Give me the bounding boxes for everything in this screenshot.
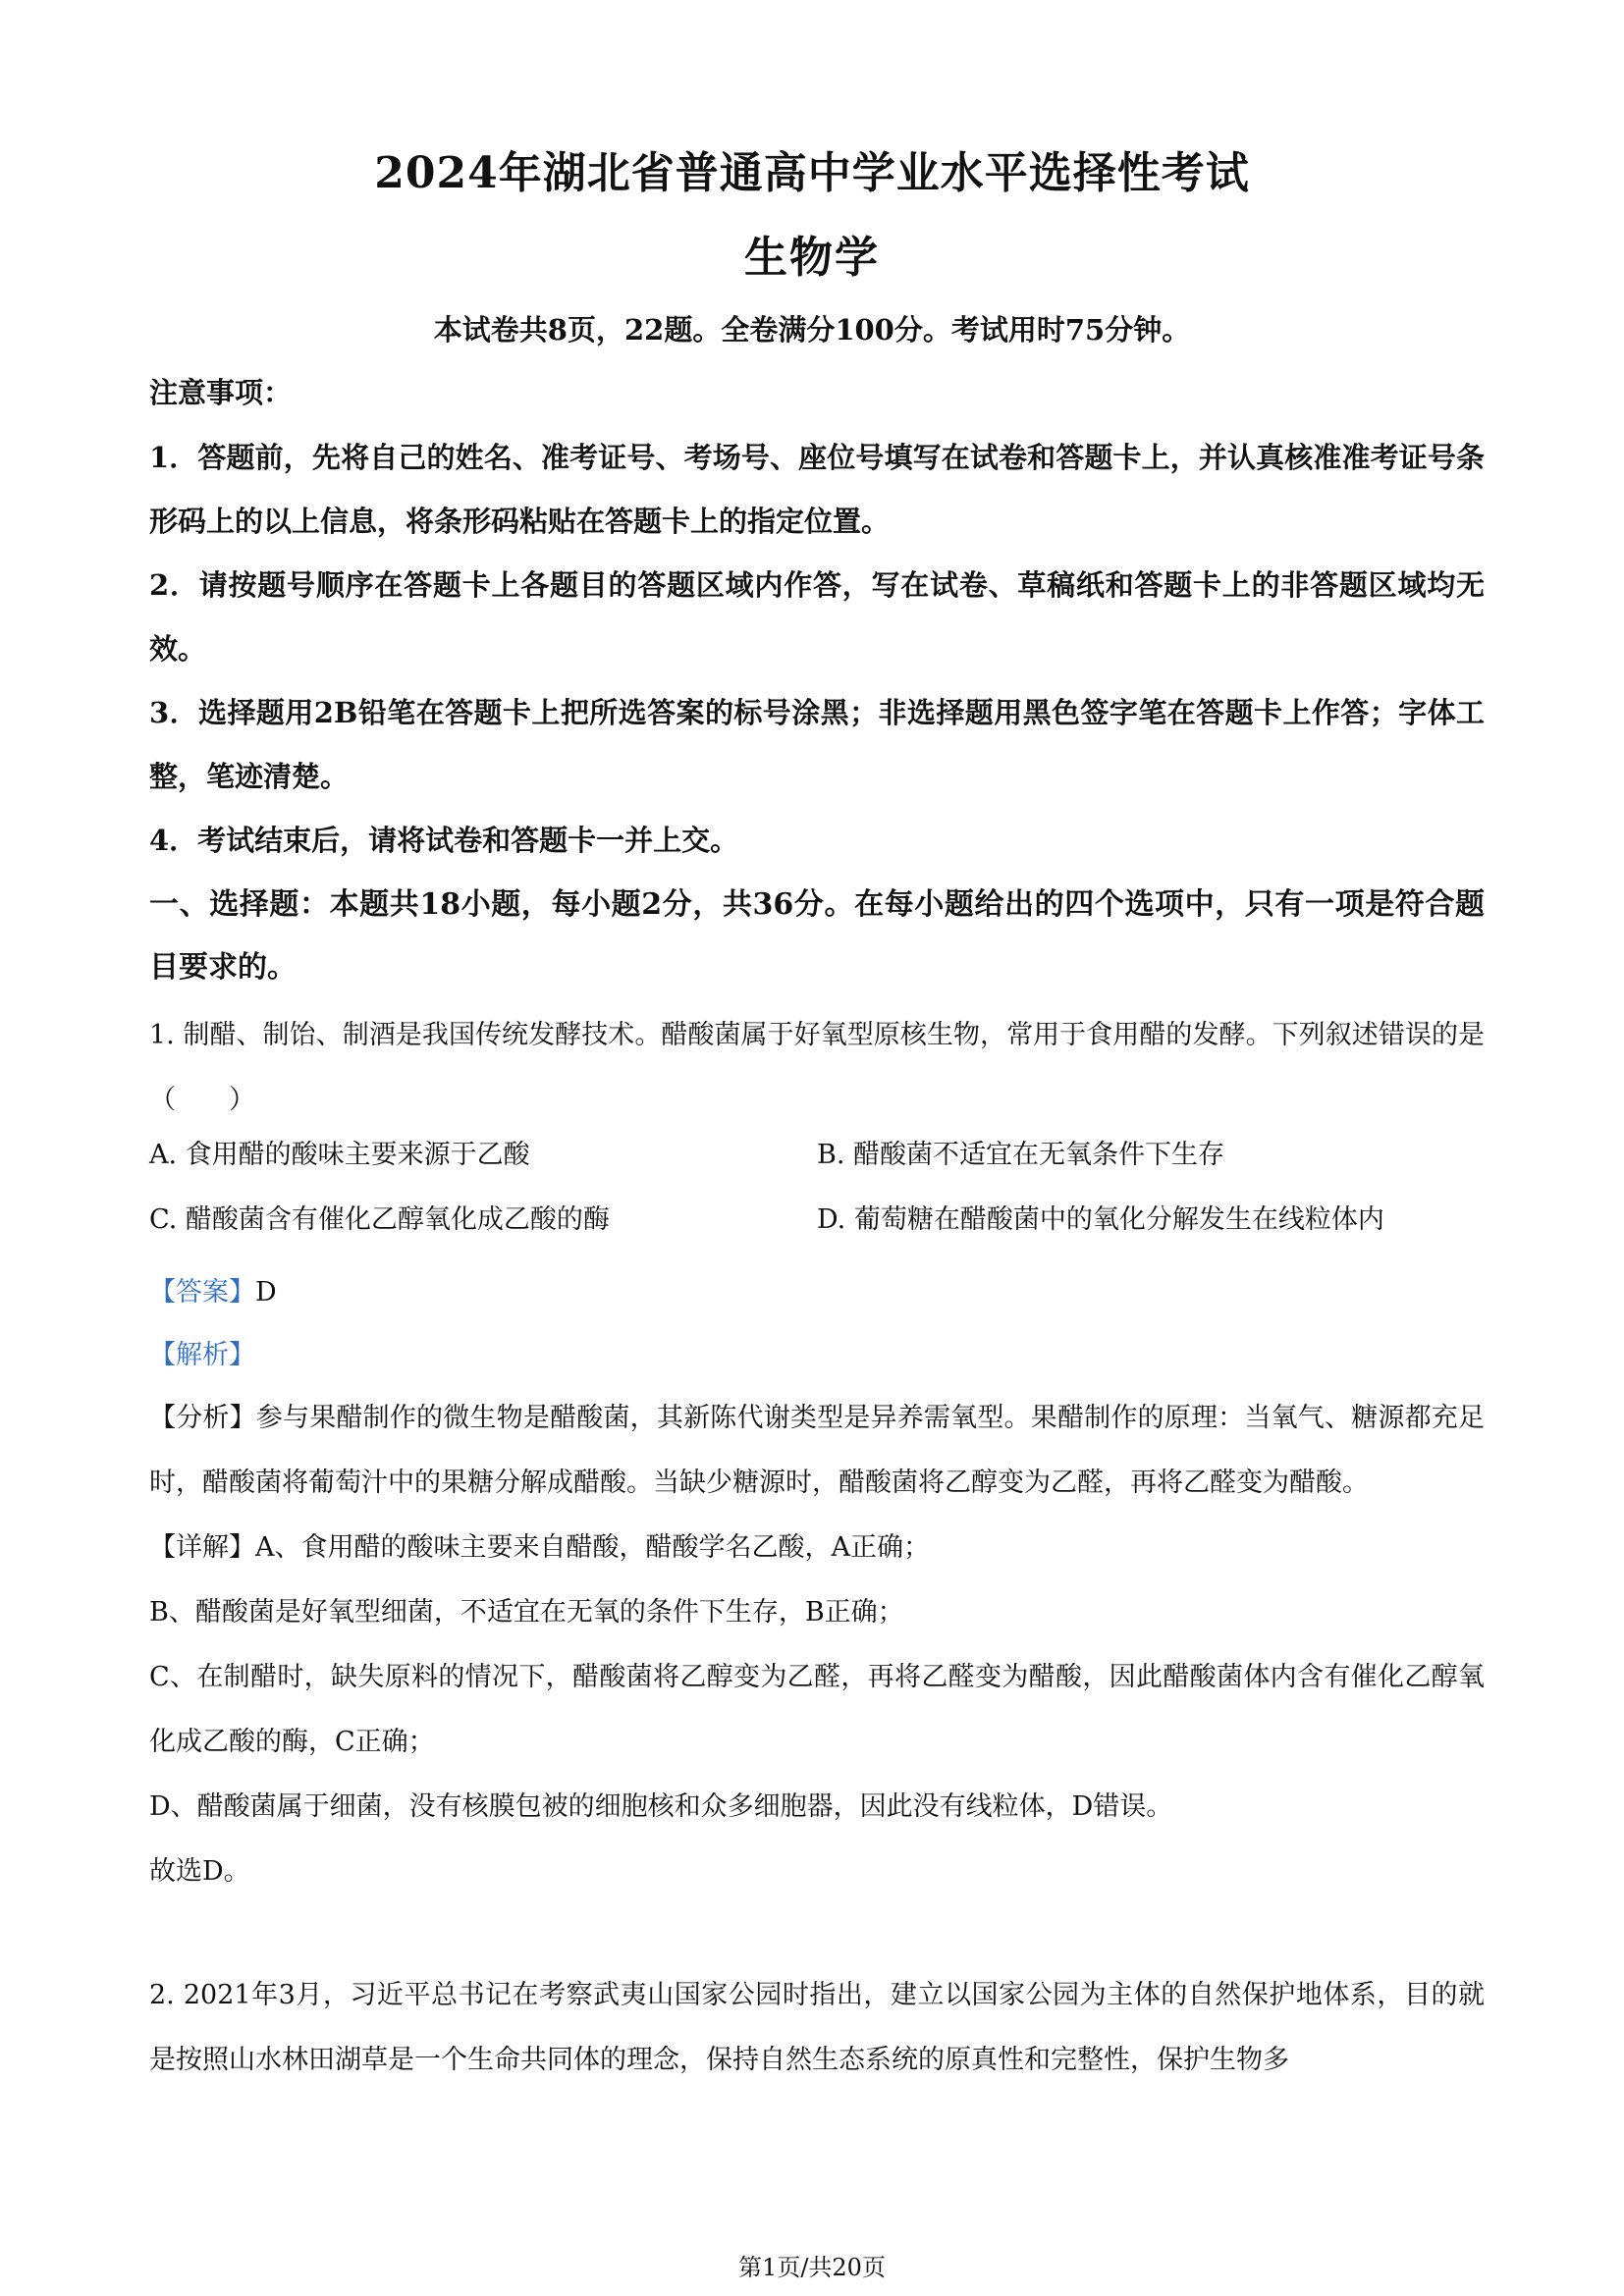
question-1-stem [149, 1003, 1485, 1133]
answer-tag: 【答案】 [149, 1277, 255, 1308]
fenxi-tag: 【分析】 [149, 1403, 256, 1433]
question-1-text: 1. 制醋、制饴、制酒是我国传统发酵技术。醋酸菌属于好氧型原核生物，常用于食用醋的发酵。下列叙述错误的是（ ） [149, 1020, 1485, 1115]
explanation [149, 1386, 1485, 1904]
answer-value: D [255, 1277, 277, 1308]
xiangjie-a-text: A、食用醋的酸味主要来自醋酸，醋酸学名乙酸，A正确； [255, 1532, 930, 1563]
option-d: D. 葡萄糖在醋酸菌中的氧化分解发生在线粒体内 [817, 1204, 1384, 1235]
question-1-options [149, 1133, 1485, 1270]
notice-item-2: 2．请按题号顺序在答题卡上各题目的答题区域内作答，写在试卷、草稿纸和答题卡上的非答题区域均无效。 [149, 568, 1485, 666]
section-heading [149, 874, 1485, 999]
notice-list [149, 426, 1485, 873]
fenxi-paragraph [149, 1386, 1485, 1516]
conclusion: 故选D。 [149, 1856, 250, 1887]
xiangjie-b: B、醋酸菌是好氧型细菌，不适宜在无氧的条件下生存，B正确； [149, 1597, 904, 1628]
page-footer: 第1页/共20页 [738, 2254, 886, 2281]
exam-info: 本试卷共8页，22题。全卷满分100分。考试用时75分钟。 [433, 313, 1191, 347]
xiangjie-tag: 【详解】 [149, 1532, 255, 1563]
fenxi-text: 参与果醋制作的微生物是醋酸菌，其新陈代谢类型是异养需氧型。果醋制作的原理：当氧气、糖源都充足时，醋酸菌将葡萄汁中的果糖分解成醋酸。当缺少糖源时，醋酸菌将乙醇变为乙醛，再将乙醛变为醋酸。 [149, 1403, 1486, 1498]
xiangjie-a [149, 1516, 1485, 1580]
option-b: B. 醋酸菌不适宜在无氧条件下生存 [817, 1140, 1225, 1170]
option-a: A. 食用醋的酸味主要来源于乙酸 [149, 1140, 530, 1170]
question-2-stem [149, 1963, 1485, 2093]
answer-line [149, 1270, 1485, 1308]
notice-heading: 注意事项： [149, 376, 293, 409]
xiangjie-d: D、醋酸菌属于细菌，没有核膜包被的细胞核和众多细胞器，因此没有线粒体，D错误。 [149, 1791, 1173, 1822]
xiangjie-c: C、在制醋时，缺失原料的情况下，醋酸菌将乙醇变为乙醛，再将乙醛变为醋酸，因此醋酸菌体内含有催化乙醇氧化成乙酸的酶，C正确； [149, 1662, 1485, 1757]
subject-title: 生物学 [744, 233, 880, 283]
exam-title: 2024年湖北省普通高中学业水平选择性考试 [374, 148, 1250, 198]
option-c: C. 醋酸菌含有催化乙醇氧化成乙酸的酶 [149, 1204, 610, 1235]
notice-item-4: 4．考试结束后，请将试卷和答题卡一并上交。 [149, 824, 739, 857]
question-2-text: 2. 2021年3月，习近平总书记在考察武夷山国家公园时指出，建立以国家公园为主体的自然保护地体系，目的就是按照山水林田湖草是一个生命共同体的理念，保持自然生态系统的原真性和完整性，保护生物多 [149, 1980, 1485, 2075]
notice-item-1: 1．答题前，先将自己的姓名、准考证号、考场号、座位号填写在试卷和答题卡上，并认真核准准考证号条形码上的以上信息，将条形码粘贴在答题卡上的指定位置。 [149, 441, 1485, 538]
analysis-tag: 【解析】 [149, 1340, 255, 1370]
section-1-heading: 一、选择题：本题共18小题，每小题2分，共36分。在每小题给出的四个选项中，只有一项是符合题目要求的。 [149, 887, 1485, 985]
notice-item-3: 3．选择题用2B铅笔在答题卡上把所选答案的标号涂黑；非选择题用黑色签字笔在答题卡上作答；字体工整，笔迹清楚。 [149, 696, 1485, 793]
